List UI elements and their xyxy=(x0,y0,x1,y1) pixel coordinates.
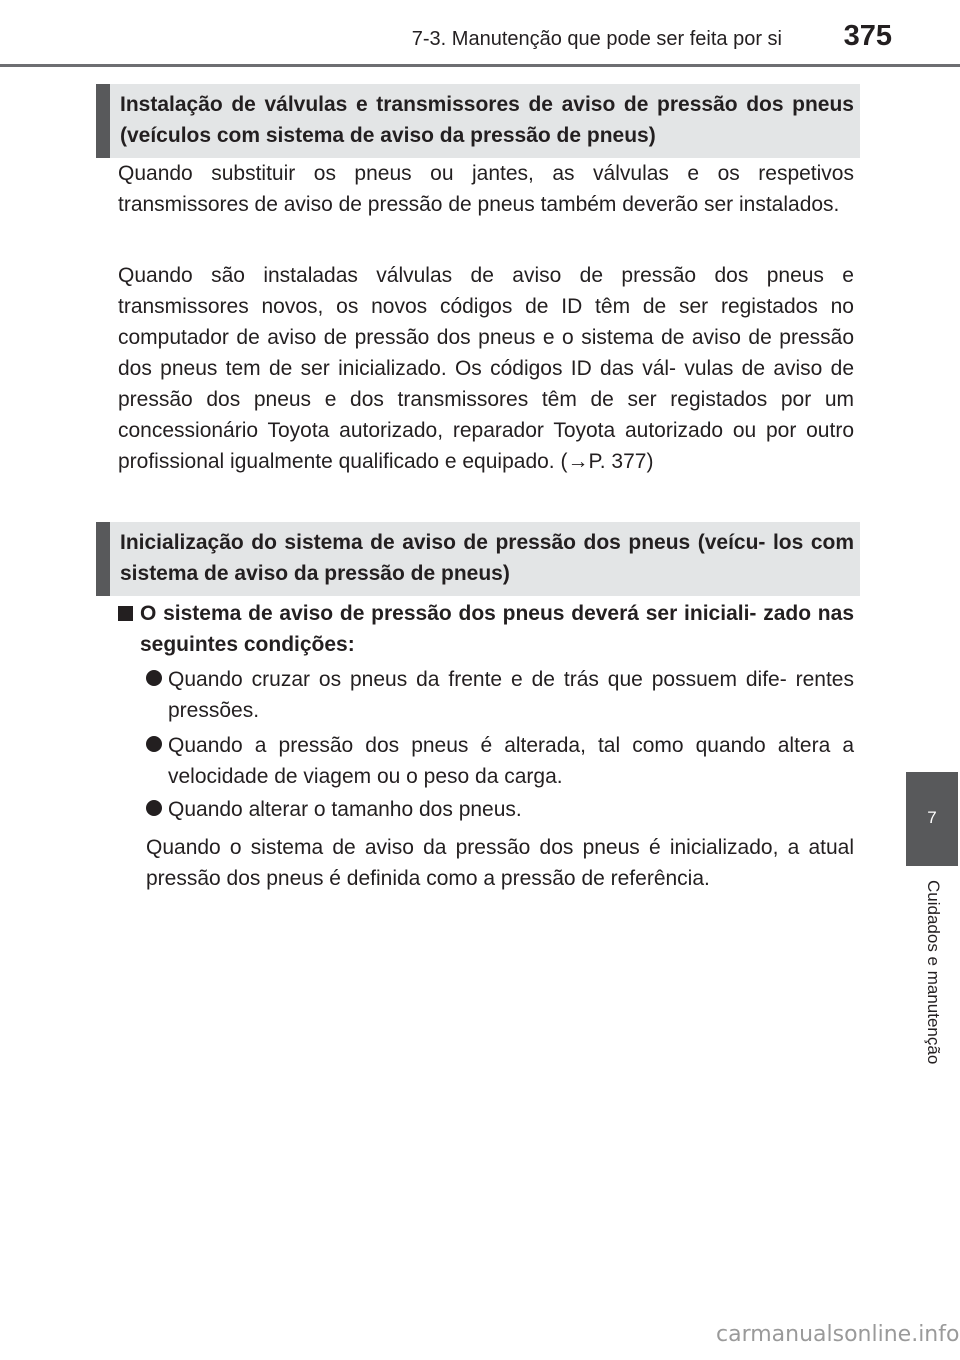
paragraph-reference-pressure: Quando o sistema de aviso da pressão dos pneus é inicializado, a atual pressão dos pneus é definida como a pressão de referência. xyxy=(146,836,854,890)
watermark: carmanualsonline.info xyxy=(716,1322,960,1347)
chapter-tab[interactable] xyxy=(906,772,958,866)
list-item-text: Quando alterar o tamanho dos pneus. xyxy=(168,798,522,821)
section-heading-valve-installation: Instalação de válvulas e transmissores de aviso de pressão dos pneus (veículos com sistema de aviso da pressão de pneus) xyxy=(96,84,860,158)
list-item xyxy=(146,730,854,792)
circle-bullet-icon xyxy=(146,800,162,816)
list-item-text: Quando a pressão dos pneus é alterada, tal como quando altera a velocidade de viagem ou o peso da carga. xyxy=(168,734,854,788)
paragraph-registration: Quando são instaladas válvulas de aviso de pressão dos pneus e transmissores novos, os novos códigos de ID têm de ser registados no computador de aviso de pressão dos pneus e o sistema de aviso de pressão dos pneus tem de ser inicializado. Os códigos ID das vál- vulas de aviso de pressão dos pneus e dos transmissores têm de ser registados por um concessionário Toyota autorizado, reparador Toyota autorizado ou por outro profissional igualmente qualificado e equipado. (→P. 377) xyxy=(118,264,854,473)
chapter-title-vertical: Cuidados e manutenção xyxy=(924,880,943,1065)
square-bullet-icon xyxy=(118,606,133,621)
sub-heading-text: O sistema de aviso de pressão dos pneus deverá ser iniciali- zado nas seguintes condições: xyxy=(140,602,854,656)
section-heading-initialization: Inicialização do sistema de aviso de pressão dos pneus (veícu- los com sistema de aviso da pressão de pneus) xyxy=(96,522,860,596)
circle-bullet-icon xyxy=(146,670,162,686)
list-item-text: Quando cruzar os pneus da frente e de trás que possuem dife- rentes pressões. xyxy=(168,668,854,722)
page-number: 375 xyxy=(843,20,892,52)
header-divider xyxy=(0,64,960,67)
sub-heading-conditions xyxy=(118,598,854,660)
running-header-section-title: 7-3. Manutenção que pode ser feita por si xyxy=(411,28,782,50)
chapter-number: 7 xyxy=(927,808,937,827)
list-item xyxy=(146,664,854,726)
paragraph-replacement: Quando substituir os pneus ou jantes, as válvulas e os respetivos transmissores de aviso de pressão de pneus também deverão ser instalados. xyxy=(118,162,854,216)
circle-bullet-icon xyxy=(146,736,162,752)
list-item xyxy=(146,794,854,825)
